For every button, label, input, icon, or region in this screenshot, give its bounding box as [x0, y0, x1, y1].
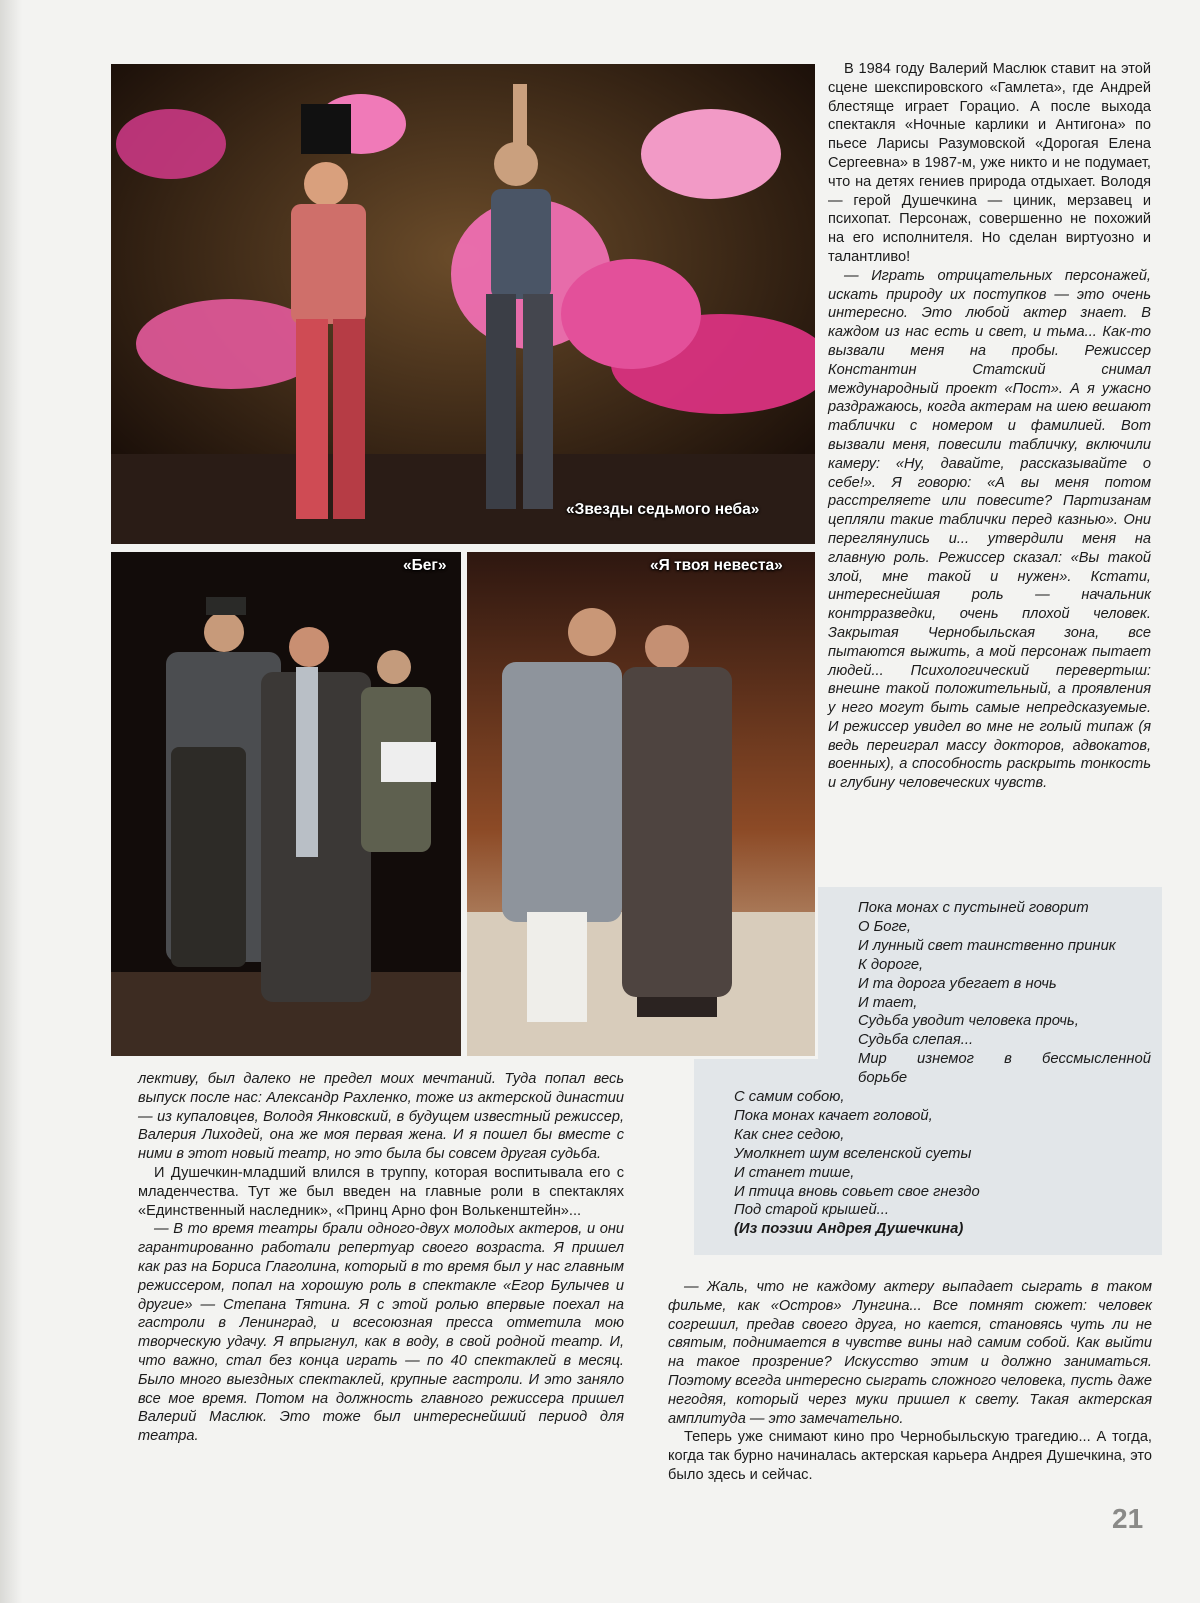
poem-line: Под старой крышей...: [734, 1202, 890, 1219]
article-column-right-bottom: [668, 1278, 1152, 1485]
poem-line: И лунный свет таинственно приник: [858, 937, 1116, 954]
photo-caption-beg: «Бег»: [403, 557, 447, 574]
page-number: 21: [1112, 1503, 1144, 1534]
poem-line: Как снег седою,: [734, 1126, 845, 1143]
article-column-right-top: [828, 60, 1151, 793]
poem-line: И та дорога убегает в ночь: [858, 975, 1057, 992]
poem-line: Судьба уводит человека прочь,: [858, 1013, 1079, 1030]
page-gutter: [0, 0, 22, 1603]
poem-line: И станет тише,: [734, 1164, 855, 1181]
poem-line: С самим собою,: [734, 1089, 845, 1105]
poem-line: Пока монах качает головой,: [734, 1107, 933, 1124]
article-column-left-bottom: [138, 1070, 624, 1446]
photo-beg: [111, 552, 461, 1056]
poem-line: Мир изнемог в бессмысленной: [858, 1051, 1151, 1068]
photo-zvezdy-sedmogo-neba: [111, 64, 815, 544]
stage-scene-illustration: [467, 552, 815, 1056]
photo-caption-top: «Звезды седьмого неба»: [566, 501, 760, 518]
photo-caption-nevesta: «Я твоя невеста»: [650, 557, 783, 574]
poem-upper: [858, 899, 1151, 1088]
poem-lower: [734, 1088, 1154, 1239]
quote-paragraph: — В то время театры брали одного-двух молодых актеров, и они гарантированно работали репертуар своего возраста. Я пришел как раз на Бориса Глаголина, который в то время был у нас главным режиссером, попал на хорошую роль в спектакле «Егор Булычев и другие» — Степана Тятина. Я с этой ролью впервые поехал на гастроли в Ленинград, и всесоюзная пресса отметила мою творческую удачу. Я впрыгнул, как в воду, в свой родной театр. И, что важно, стал без конца играть — по 40 спектаклей в месяц. Было много выездных спектаклей, крупные гастроли. И это заняло все мое время. Потом на должность главного режиссера пришел Валерий Маслюк. Это тоже был интереснейший период для театра.: [138, 1221, 624, 1445]
quote-paragraph: — Жаль, что не каждому актеру выпадает сыграть в таком фильме, как «Остров» Лунгина... Все помнят сюжет: человек согрешил, предав своего друга, но кается, становясь чуть ли не святым, поднимается в чувстве вины над самим собой. Как выйти на такое прозрение? Искусство этим и должно заниматься. Поэтому всегда интересно сыграть сложного человека, пусть даже негодяя, который через муки пришел к свету. Такая актерская амплитуда — это замечательно.: [668, 1279, 1152, 1427]
poem-line: Умолкнет шум вселенской суеты: [734, 1145, 972, 1162]
paragraph: Теперь уже снимают кино про Чернобыльскую трагедию... А тогда, когда так бурно начиналась актерская карьера Андрея Душечкина, это было здесь и сейчас.: [668, 1429, 1152, 1483]
poem-line: Пока монах с пустыней говорит: [858, 900, 1089, 916]
quote-paragraph: — Играть отрицательных персонажей, искать природу их поступков — это очень интересно. Это любой актер знает. В каждом из нас есть и свет, и тьма... Как-то вызвали меня на пробы. Режиссер Константин Статский снимал международный проект «Пост». А я ужасно раздражаюсь, когда актерам на шею вешают таблички с номером и фамилией. Вот вызвали меня, повесили табличку, включили камеру: «Ну, давайте, рассказывайте о себе!». Я говорю: «А вы меня потом расстреляете или повесите? Партизанам цепляли такие таблички перед казнью». Они переглянулись и... утвердили меня на главную роль. Режиссер сказал: «Вы такой злой, мне такой и нужен». Кстати, интереснейшая роль — начальник контрразведки, очень плохой человек. Закрытая Чернобыльская зона, все пытаются выжить, а мой персонаж пытает людей... Психологический перевертыш: внешне такой положительный, а проявления у него могут быть самые непредсказуемые. И режиссер увидел во мне не голый типаж (я ведь переиграл массу докторов, адвокатов, военных), а способность раскрыть тонкость и глубину человеческих чувств.: [828, 267, 1151, 792]
stage-scene-illustration: [111, 64, 815, 544]
poem-line: И тает,: [858, 994, 918, 1011]
poem-line: борьбе: [858, 1070, 908, 1087]
paragraph: И Душечкин-младший влился в труппу, которая воспитывала его с младенчества. Тут же был введен на главные роли в спектаклях «Единственный наследник», «Принц Арно фон Волькенштейн»...: [138, 1164, 624, 1219]
paragraph: В 1984 году Валерий Маслюк ставит на этой сцене шекспировского «Гамлета», где Андрей блестяще играет Горацио. А после выхода спектакля «Ночные карлики и Антигона» по пьесе Ларисы Разумовской «Дорогая Елена Сергеевна» в 1987-м, уже никто и не подумает, что на детях гениев природа отдыхает. Володя — герой Душечкина — циник, мерзавец и психопат. Персонаж, совершенно не похожий на его исполнителя. Но сделан виртуозно и талантливо!: [828, 61, 1151, 265]
poem-line: О Боге,: [858, 918, 911, 935]
poem-line: К дороге,: [858, 956, 924, 973]
poem-line: И птица вновь совьет свое гнездо: [734, 1183, 980, 1200]
poem-source: (Из поэзии Андрея Душечкина): [734, 1221, 964, 1238]
quote-paragraph: лективу, был далеко не предел моих мечтаний. Туда попал весь выпуск после нас: Александр Рахленко, тоже из актерской династии — из купаловцев, Володя Янковский, в будущем известный режиссер, Валерия Лиходей, она же моя первая жена. И я пошел бы вместе с ними в этот новый театр, но это была бы совсем другая судьба.: [138, 1071, 624, 1163]
stage-scene-illustration: [111, 552, 461, 1056]
poem-line: Судьба слепая...: [858, 1032, 974, 1049]
photo-ya-tvoya-nevesta: [467, 552, 815, 1056]
